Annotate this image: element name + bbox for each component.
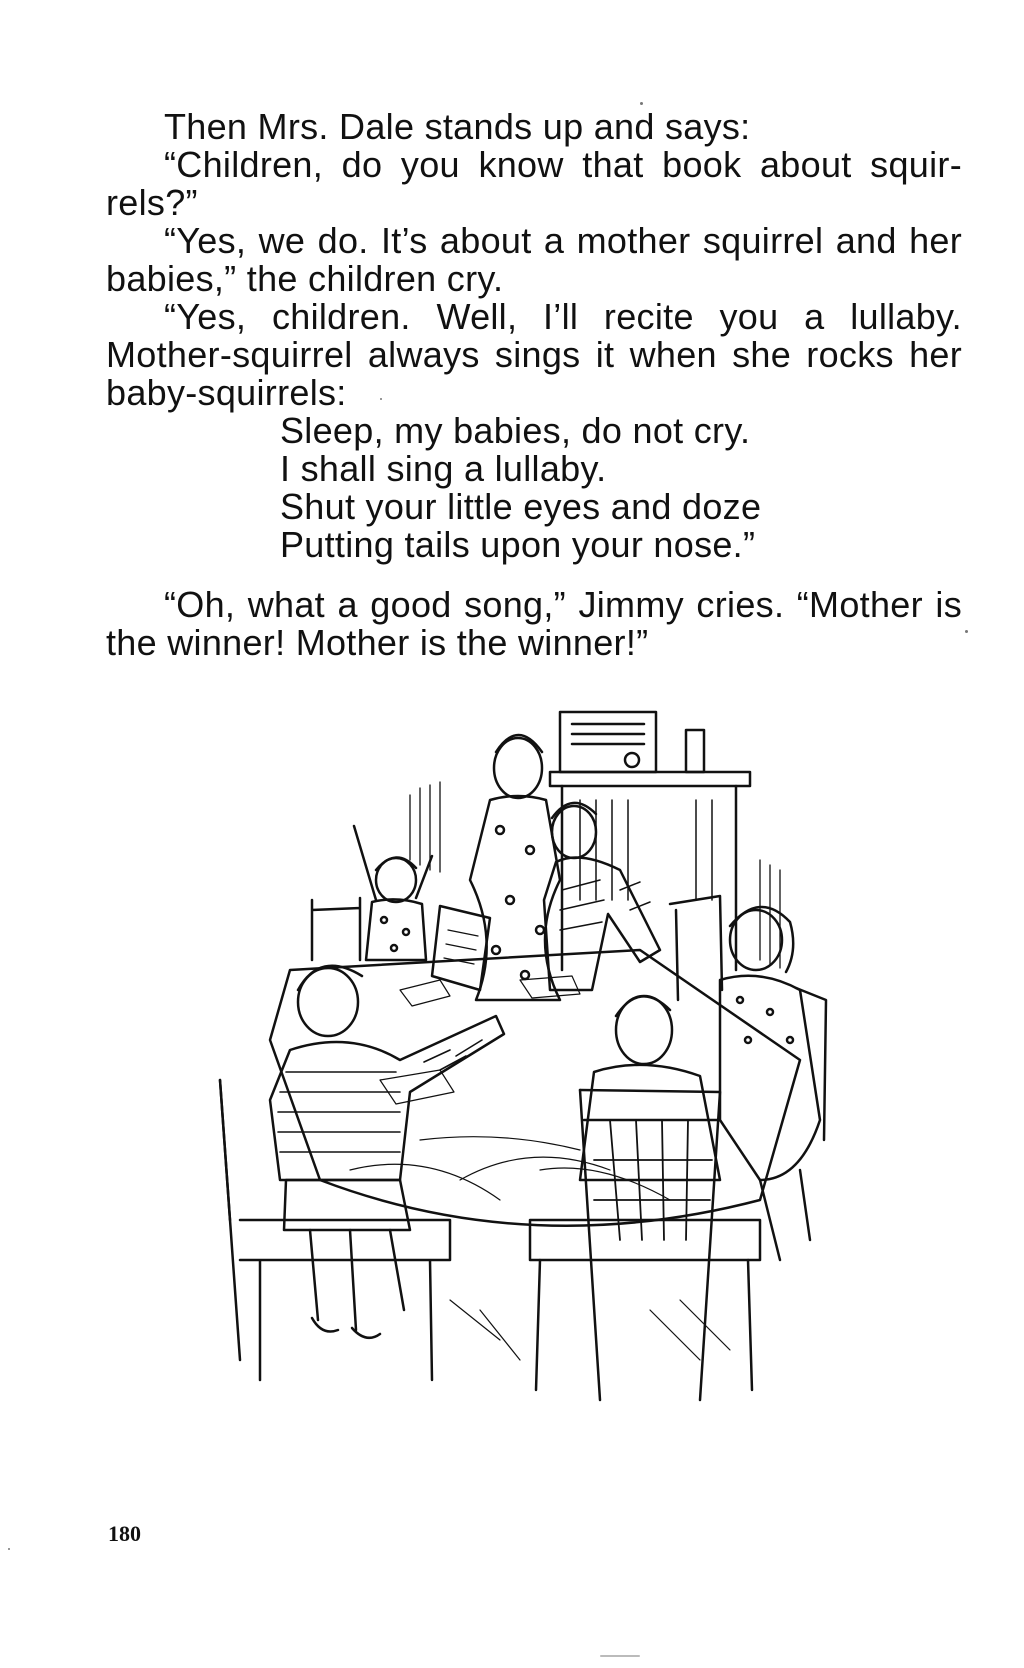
- paragraph-2: “Children, do you know that book about squir-rels?”: [106, 144, 962, 223]
- chair-front-drawing: [580, 1090, 720, 1400]
- paragraph-3: “Yes, we do. It’s about a mother squirrel and her babies,” the children cry.: [106, 220, 962, 299]
- lullaby-poem: [280, 412, 962, 564]
- page-number: 180: [108, 1521, 141, 1546]
- paragraph-1: Then Mrs. Dale stands up and says:: [164, 106, 751, 147]
- paragraph-4: “Yes, children. Well, I’ll recite you a lullaby. Mother-squirrel always sings it when she rocks her baby-squirrels:: [106, 296, 962, 413]
- poem-line-2: I shall sing a lullaby.: [280, 448, 607, 489]
- poem-line-4: Putting tails upon your nose.”: [280, 524, 756, 565]
- mother-figure: [494, 738, 542, 798]
- scan-speck: [380, 398, 382, 400]
- scan-speck: [640, 102, 643, 105]
- family-table-illustration: [200, 700, 840, 1500]
- body-text: [106, 108, 962, 662]
- scan-speck: [8, 1548, 10, 1550]
- scan-speck: [600, 1655, 640, 1657]
- poem-line-1: Sleep, my babies, do not cry.: [280, 410, 751, 451]
- scan-speck: [965, 630, 968, 633]
- radio-drawing: [560, 712, 656, 772]
- poem-line-3: Shut your little eyes and doze: [280, 486, 762, 527]
- paragraph-5: “Oh, what a good song,” Jimmy cries. “Mother is the winner! Mother is the winner!”: [106, 584, 962, 663]
